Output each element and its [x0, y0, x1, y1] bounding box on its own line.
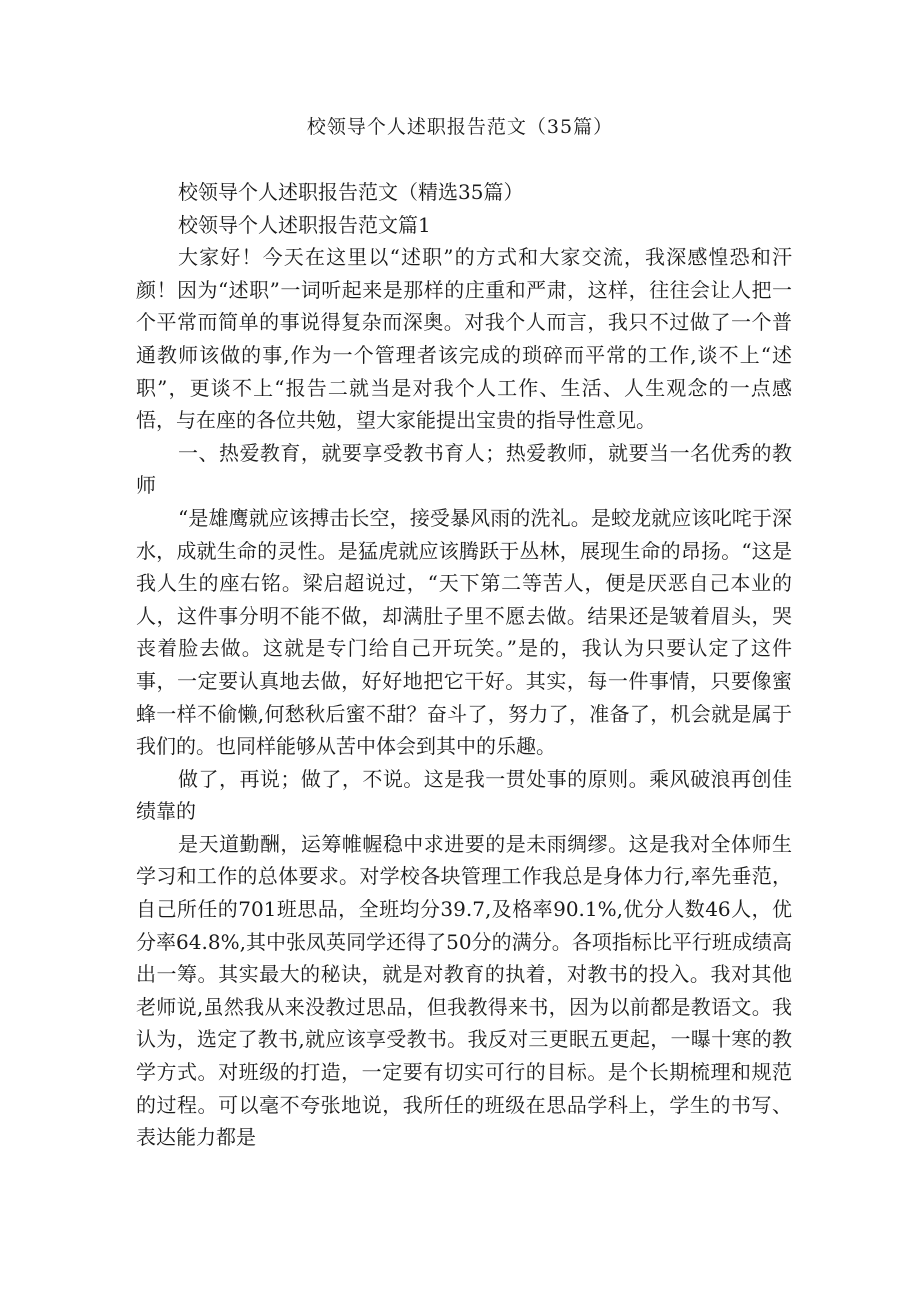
- body-paragraph: 做了，再说；做了，不说。这是我一贯处事的原则。乘风破浪再创佳绩靠的: [136, 766, 792, 824]
- body-paragraph: “是雄鹰就应该搏击长空，接受暴风雨的洗礼。是蛟龙就应该叱咤于深水，成就生命的灵性。是猛虎就应该腾跃于丛林，展现生命的昂扬。“这是我人生的座右铭。梁启超说过，“天下第二等苦人，便是厌恶自己本业的人，这件事分明不能不做，却满肚子里不愿去做。结果还是皱着眉头，哭丧着脸去做。这就是专门给自己开玩笑。”是的，我认为只要认定了这件事，一定要认真地去做，好好地把它干好。其实，每一件事情，只要像蜜蜂一样不偷懒,何愁秋后蜜不甜？奋斗了，努力了，准备了，机会就是属于我们的。也同样能够从苦中体会到其中的乐趣。: [136, 505, 792, 759]
- document-body: [136, 176, 792, 1154]
- subtitle-paragraph: 校领导个人述职报告范文（精选35篇）: [178, 180, 524, 204]
- section-heading-paragraph: 一、热爱教育，就要享受教书育人；热爱教师，就要当一名优秀的教师: [136, 440, 792, 498]
- section-heading-paragraph: 校领导个人述职报告范文篇1: [178, 212, 431, 237]
- body-paragraph: 是天道勤酬，运筹帷幄稳中求进要的是未雨绸缪。这是我对全体师生学习和工作的总体要求。对学校各块管理工作我总是身体力行,率先垂范，自己所任的701班思品，全班均分39.7,及格率90.1%,优分人数46人，优分率64.8%,其中张凤英同学还得了50分的满分。各项指标比平行班成绩高出一筹。其实最大的秘诀，就是对教育的执着，对教书的投入。我对其他老师说,虽然我从来没教过思品，但我教得来书，因为以前都是教语文。我认为，选定了教书,就应该享受教书。我反对三更眠五更起，一曝十寒的教学方式。对班级的打造，一定要有切实可行的目标。是个长期梳理和规范的过程。可以毫不夸张地说，我所任的班级在思品学科上，学生的书写、表达能力都是: [136, 831, 792, 1150]
- body-paragraph: 大家好！今天在这里以“述职”的方式和大家交流，我深感惶恐和汗颜！因为“述职”一词听起来是那样的庄重和严肃，这样，往往会让人把一个平常而简单的事说得复杂而深奥。对我个人而言，我只不过做了一个普通教师该做的事,作为一个管理者该完成的琐碎而平常的工作,谈不上“述职”，更谈不上“报告二就当是对我个人工作、生活、人生观念的一点感悟，与在座的各位共勉，望大家能提出宝贵的指导性意见。: [136, 245, 792, 433]
- document-title: 校领导个人述职报告范文（35篇）: [306, 116, 614, 138]
